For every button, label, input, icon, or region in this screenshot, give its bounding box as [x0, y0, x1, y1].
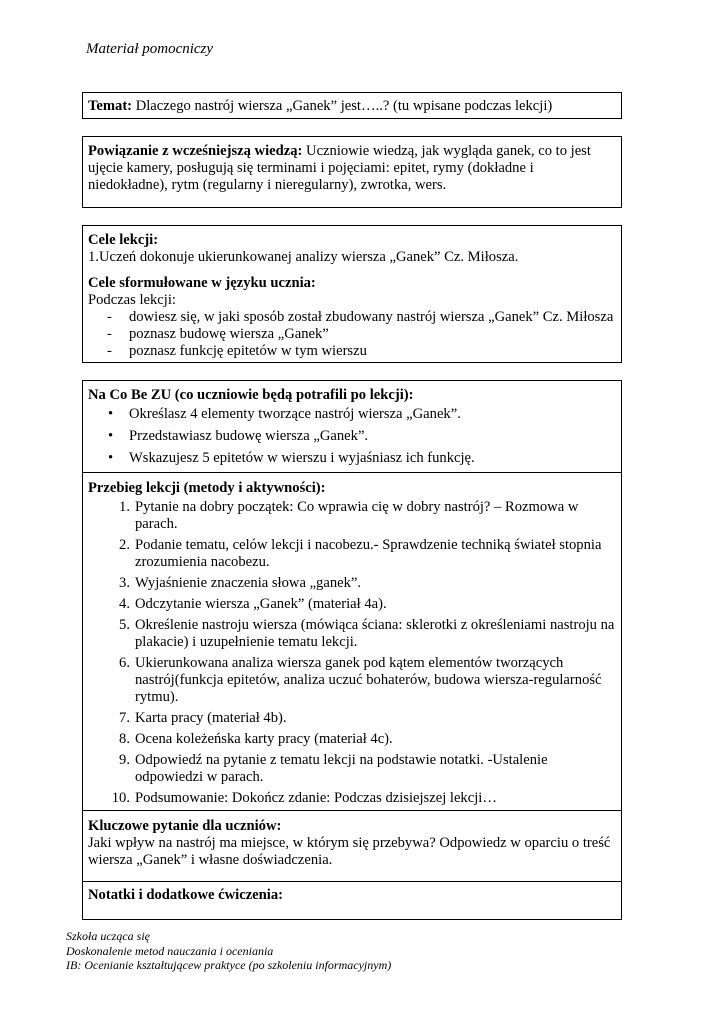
list-item: 2. Podanie tematu, celów lekcji i nacobezu.- Sprawdzenie techniką świateł stopnia zrozumienia nacobezu. — [119, 537, 602, 570]
nacobezu-section — [83, 381, 621, 472]
notes-title: Notatki i dodatkowe ćwiczenia: — [88, 887, 283, 903]
list-item: 5. Określenie nastroju wiersza (mówiąca ściana: sklerotki z określeniami nastroju na plakacie) i uzupełnienie tematu lekcji. — [119, 617, 615, 650]
list-item: 9. Odpowiedź na pytanie z tematu lekcji na podstawie notatki. -Ustalenie odpowiedzi w parach. — [119, 752, 548, 785]
prior-knowledge-text — [83, 137, 621, 194]
list-item: 3. Wyjaśnienie znaczenia słowa „ganek”. — [119, 575, 362, 591]
lesson-plan-box — [82, 380, 622, 920]
student-goals-intro: Podczas lekcji: — [88, 292, 176, 308]
student-goals-list — [88, 309, 616, 360]
topic-label: Temat: — [88, 98, 133, 114]
goals-box — [82, 225, 622, 363]
nacobezu-list — [88, 406, 616, 467]
key-question-text: Jaki wpływ na nastrój ma miejsce, w którym się przebywa? Odpowiedz w oparciu o treść wiersza „Ganek” i własne doświadczenia. — [88, 835, 611, 868]
lesson-course-section — [83, 473, 621, 810]
key-question-section — [83, 811, 621, 881]
footer-line: Szkoła ucząca się — [66, 929, 150, 943]
list-item: • Przedstawiasz budowę wiersza „Ganek”. — [105, 428, 616, 445]
lesson-course-list — [88, 499, 616, 807]
key-question-title: Kluczowe pytanie dla uczniów: — [88, 818, 282, 834]
nacobezu-title: Na Co Be ZU (co uczniowie będą potrafili po lekcji): — [88, 387, 414, 403]
list-item: • Określasz 4 elementy tworzące nastrój wiersza „Ganek”. — [105, 406, 616, 423]
notes-section — [83, 882, 621, 904]
prior-knowledge-box — [82, 136, 622, 208]
topic-box — [82, 92, 622, 119]
list-item: 6. Ukierunkowana analiza wiersza ganek pod kątem elementów tworzących nastrój(funkcja epitetów, analiza uczuć bohaterów, budowa wiersza-regularność rytmu). — [119, 655, 602, 705]
goals-main: 1.Uczeń dokonuje ukierunkowanej analizy wiersza „Ganek” Cz. Miłosza. — [88, 249, 519, 265]
footer-line: IB: Ocenianie kształtującew praktyce (po szkoleniu informacyjnym) — [66, 958, 392, 972]
list-item: 1. Pytanie na dobry początek: Co wprawia cię w dobry nastrój? – Rozmowa w parach. — [119, 499, 579, 532]
list-item: - poznasz budowę wiersza „Ganek” — [105, 326, 616, 343]
student-goals-title: Cele sformułowane w języku ucznia: — [88, 275, 316, 291]
list-item: - dowiesz się, w jaki sposób został zbudowany nastrój wiersza „Ganek” Cz. Miłosza — [105, 309, 616, 326]
prior-knowledge-label: Powiązanie z wcześniejszą wiedzą: — [88, 143, 303, 159]
page-header: Materiał pomocniczy — [86, 41, 214, 57]
page-footer — [66, 929, 391, 973]
list-item: - poznasz funkcję epitetów w tym wierszu — [105, 343, 616, 360]
list-item: 8. Ocena koleżeńska karty pracy (materiał 4c). — [119, 731, 393, 747]
prior-knowledge-value: Uczniowie wiedzą, jak wygląda ganek, co to jest ujęcie kamery, posługują się terminami i pojęciami: epitet, rymy (dokładne i niedokładne), rytm (regularny i nieregularny), zwrotka, wers. — [88, 143, 591, 193]
topic-text — [83, 93, 621, 115]
goals-title: Cele lekcji: — [88, 232, 159, 248]
list-item: • Wskazujesz 5 epitetów w wierszu i wyjaśniasz ich funkcję. — [105, 450, 616, 467]
topic-value: Dlaczego nastrój wiersza „Ganek” jest…..? (tu wpisane podczas lekcji) — [132, 98, 553, 114]
list-item: 7. Karta pracy (materiał 4b). — [119, 710, 287, 726]
list-item: 4. Odczytanie wiersza „Ganek” (materiał 4a). — [119, 596, 387, 612]
footer-line: Doskonalenie metod nauczania i oceniania — [66, 943, 274, 958]
list-item: 10. Podsumowanie: Dokończ zdanie: Podczas dzisiejszej lekcji… — [111, 790, 497, 806]
lesson-course-title: Przebieg lekcji (metody i aktywności): — [88, 480, 326, 496]
